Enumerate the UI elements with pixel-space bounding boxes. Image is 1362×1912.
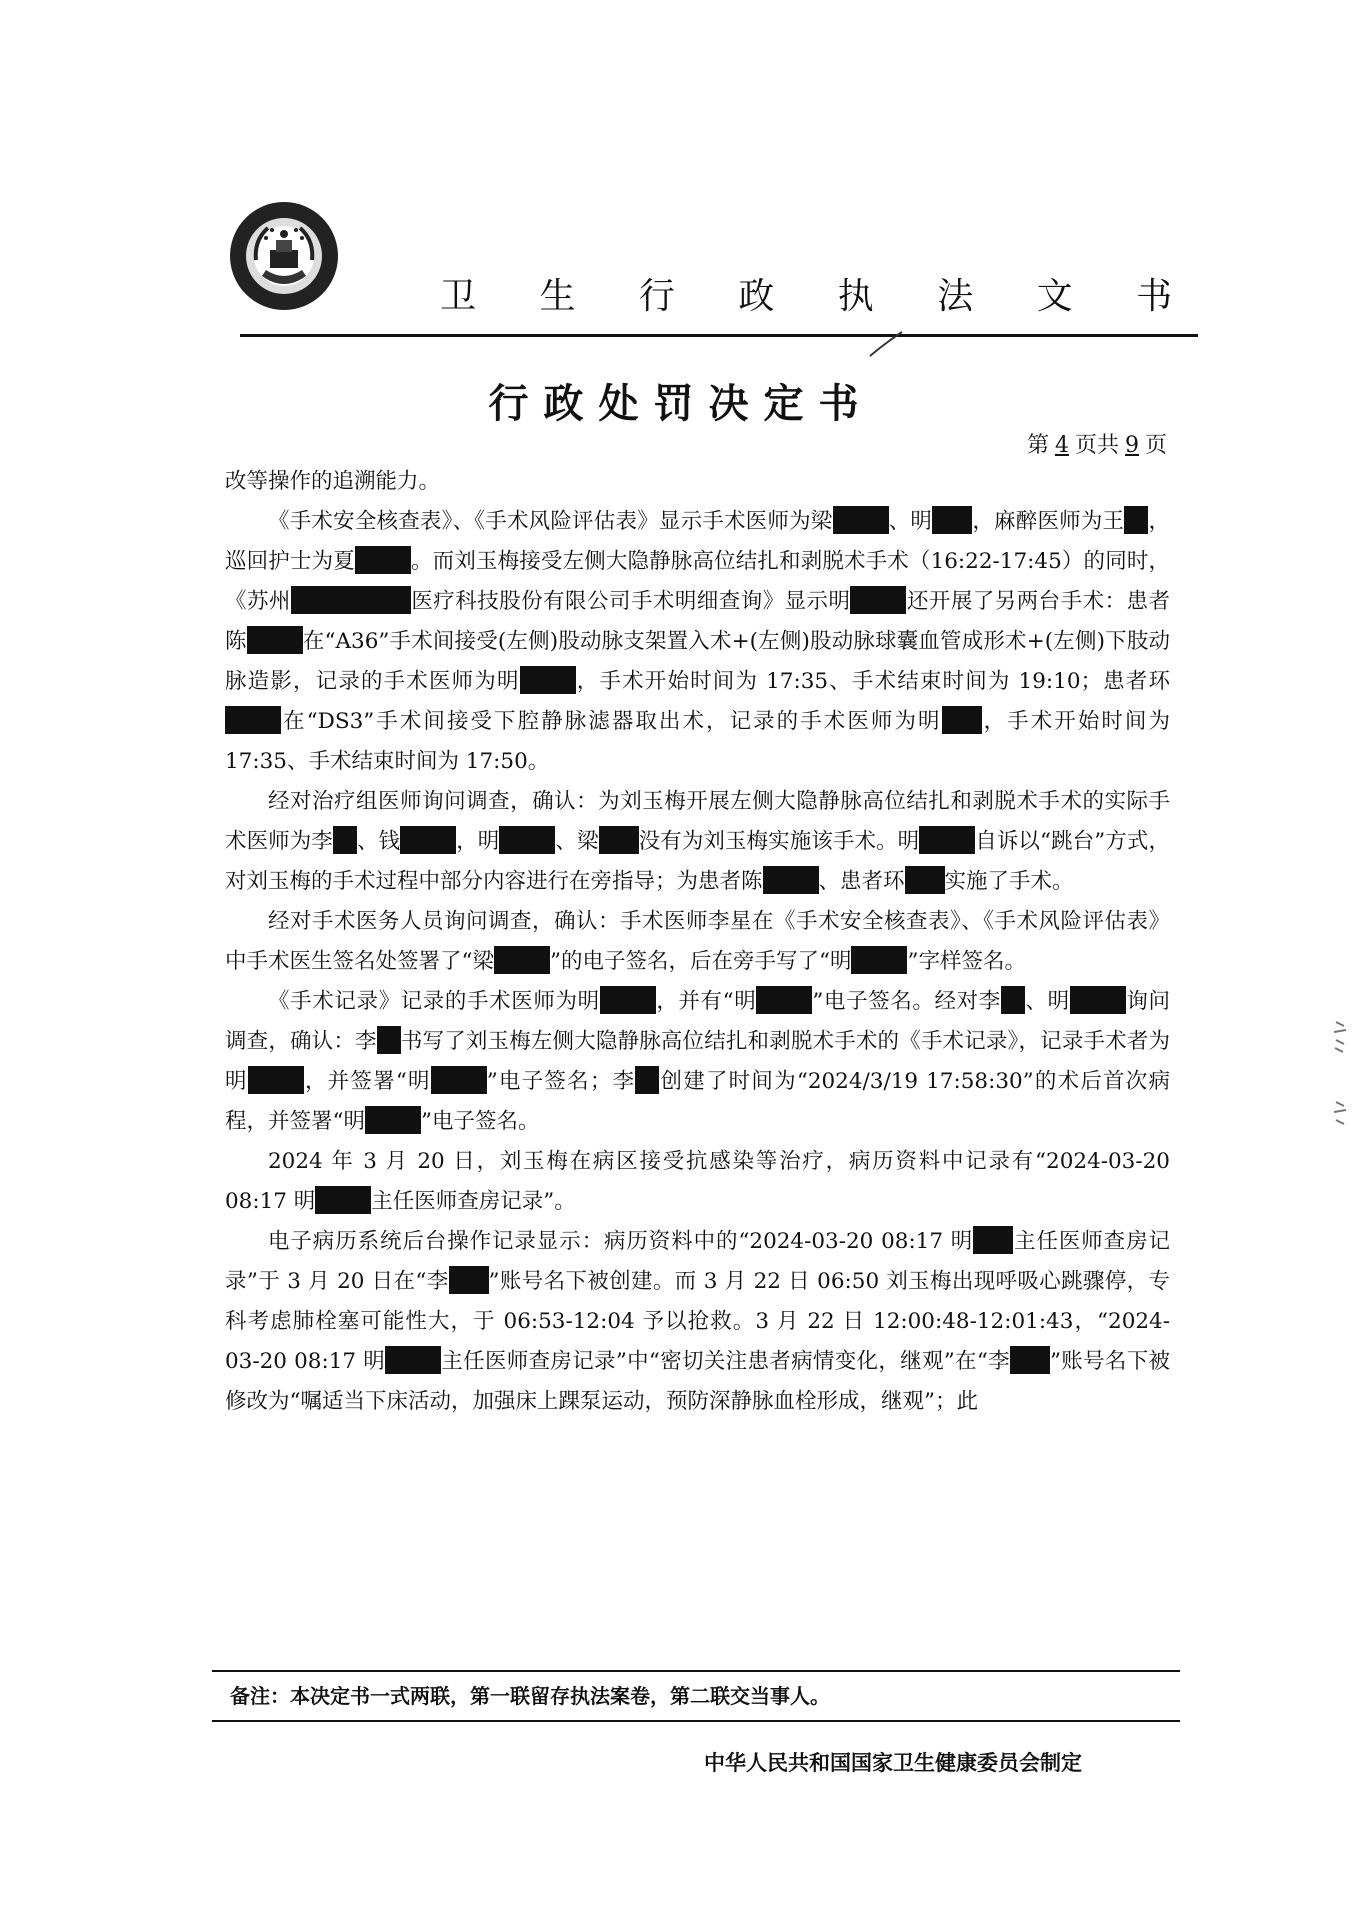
redaction-block (1010, 1346, 1050, 1374)
redaction-block (932, 506, 972, 534)
footer-issuer: 中华人民共和国国家卫生健康委员会制定 (704, 1751, 1082, 1775)
national-emblem-seal-icon (228, 200, 340, 312)
redaction-block (850, 586, 906, 614)
redaction-block (1001, 986, 1025, 1014)
text-span: 询问调查，确认：李 (225, 989, 1170, 1054)
redaction-block (942, 706, 982, 734)
redaction-block (355, 546, 411, 574)
text-span: ，手术开始时间为 17:35、手术结束时间为 17:50。 (225, 709, 1170, 774)
redaction-block (635, 1066, 659, 1094)
text-span: 改等操作的追溯能力。 (225, 469, 441, 494)
page-total: 9 (1124, 433, 1139, 458)
document-title: 行政处罚决定书 (488, 381, 874, 427)
text-span: 实施了手术。 (944, 869, 1074, 894)
text-span: 医疗科技股份有限公司手术明细查询》显示明 (410, 589, 851, 614)
redaction-block (385, 1346, 441, 1374)
text-span: ，手术开始时间为 17:35、手术结束时间为 19:10；患者环 (575, 669, 1170, 694)
redaction-block (315, 1186, 371, 1214)
text-span: 自诉以“跳台”方式，对刘玉梅的手术过程中部分内容进行在旁指导；为患者陈 (225, 829, 1170, 894)
document-body (225, 462, 1170, 1422)
redaction-block (851, 946, 907, 974)
redaction-block (431, 1066, 487, 1094)
redaction-block (247, 626, 303, 654)
text-span: 主任医师查房记录”于 3 月 20 日在“李 (225, 1229, 1170, 1294)
redaction-block (291, 586, 411, 614)
text-span: 2024 年 3 月 20 日，刘玉梅在病区接受抗感染等治疗，病历资料中记录有“2024-03-20 08:17 明 (225, 1149, 1170, 1214)
redaction-block (973, 1226, 1013, 1254)
redaction-block (833, 506, 889, 534)
redaction-block (1070, 986, 1126, 1014)
text-span: ”电子签名。经对李 (812, 989, 1001, 1014)
paragraph-5 (225, 1142, 1170, 1222)
text-span: 还开展了另两台手术：患者陈 (225, 589, 1170, 654)
page-middle: 页共 (1074, 433, 1119, 458)
redaction-block (400, 826, 456, 854)
paragraph-3 (225, 902, 1170, 982)
paragraph-6 (225, 1222, 1170, 1422)
text-span: 主任医师查房记录”。 (371, 1189, 576, 1214)
text-span: ”电子签名；李 (486, 1069, 636, 1094)
redaction-block (919, 826, 975, 854)
redaction-block (365, 1106, 421, 1134)
text-span: 、梁 (555, 829, 599, 854)
redaction-block (520, 666, 576, 694)
text-span: 。而刘玉梅接受左侧大隐静脉高位结扎和剥脱术手术（16:22-17:45）的同时，《苏州 (225, 549, 1170, 614)
text-span: 主任医师查房记录”中“密切关注患者病情变化，继观”在“李 (441, 1349, 1010, 1374)
text-span: 创建了时间为“2024/3/19 17:58:30”的术后首次病程，并签署“明 (225, 1069, 1170, 1134)
text-span: 、明 (888, 509, 933, 534)
redaction-block (763, 866, 819, 894)
page-prefix: 第 (1026, 433, 1049, 458)
text-span: 经对手术医务人员询问调查，确认：手术医师李星在《手术安全核查表》、《手术风险评估表》中手术医生签名处签署了“梁 (225, 909, 1170, 974)
text-span: ，巡回护士为夏 (225, 509, 1170, 574)
text-span: ，并有“明 (655, 989, 757, 1014)
redaction-block (499, 826, 555, 854)
text-span: 经对治疗组医师询问调查，确认：为刘玉梅开展左侧大隐静脉高位结扎和剥脱术手术的实际手术医师为李 (225, 789, 1170, 854)
footer-divider-top (212, 1670, 1180, 1672)
text-span: 在“DS3”手术间接受下腔静脉滤器取出术，记录的手术医师为明 (281, 709, 942, 734)
text-span: 、患者环 (818, 869, 905, 894)
redaction-block (449, 1266, 489, 1294)
page-current: 4 (1054, 433, 1069, 458)
text-span: 没有为刘玉梅实施该手术。明 (638, 829, 920, 854)
redaction-block (377, 1026, 401, 1054)
redaction-block (756, 986, 812, 1014)
redaction-block (333, 826, 357, 854)
redaction-block (494, 946, 550, 974)
paragraph-2 (225, 782, 1170, 902)
text-span: 《手术记录》记录的手术医师为明 (268, 989, 600, 1014)
header-title: 卫 生 行 政 执 法 文 书 (440, 276, 1199, 317)
margin-scan-marks-icon (1330, 1018, 1350, 1138)
redaction-block (600, 986, 656, 1014)
text-span: ，并签署“明 (303, 1069, 431, 1094)
text-span: ”的电子签名，后在旁手写了“明 (550, 949, 852, 974)
page-number (1027, 428, 1167, 459)
text-span: 《手术安全核查表》、《手术风险评估表》显示手术医师为梁 (268, 509, 833, 534)
text-span: 在“A36”手术间接受(左侧)股动脉支架置入术+(左侧)股动脉球囊血管成形术+(左侧)下肢动脉造影，记录的手术医师为明 (225, 629, 1170, 694)
handwritten-mark-icon (868, 330, 904, 358)
footer-divider-bottom (212, 1720, 1180, 1722)
footer-note: 备注：本决定书一式两联，第一联留存执法案卷，第二联交当事人。 (230, 1684, 830, 1708)
text-span: 、钱 (356, 829, 401, 854)
text-span: ，麻醉医师为王 (972, 509, 1125, 534)
header-divider (240, 334, 1198, 337)
paragraph-1 (225, 502, 1170, 782)
text-span: ”字样签名。 (907, 949, 1026, 974)
text-span: 电子病历系统后台操作记录显示：病历资料中的“2024-03-20 08:17 明 (268, 1229, 974, 1254)
text-span: 、明 (1024, 989, 1070, 1014)
text-span: ，明 (456, 829, 500, 854)
text-span: 书写了刘玉梅左侧大隐静脉高位结扎和剥脱术手术的《手术记录》，记录手术者为明 (225, 1029, 1170, 1094)
text-span: ”账号名下被修改为“嘱适当下床活动，加强床上踝泵运动，预防深静脉血栓形成，继观”；此 (225, 1349, 1171, 1414)
text-span: ”账号名下被创建。而 3 月 22 日 06:50 刘玉梅出现呼吸心跳骤停，专科考虑肺栓塞可能性大，于 06:53-12:04 予以抢救。3 月 22 日 12:00:48-12:01:43，“2024-03-20 08:17 明 (225, 1269, 1171, 1374)
paragraph-4 (225, 982, 1170, 1142)
redaction-block (225, 706, 281, 734)
redaction-block (1124, 506, 1148, 534)
redaction-block (248, 1066, 304, 1094)
text-span: ”电子签名。 (421, 1109, 540, 1134)
page-suffix: 页 (1144, 433, 1167, 458)
redaction-block (905, 866, 945, 894)
redaction-block (599, 826, 639, 854)
paragraph-0 (225, 462, 1170, 502)
